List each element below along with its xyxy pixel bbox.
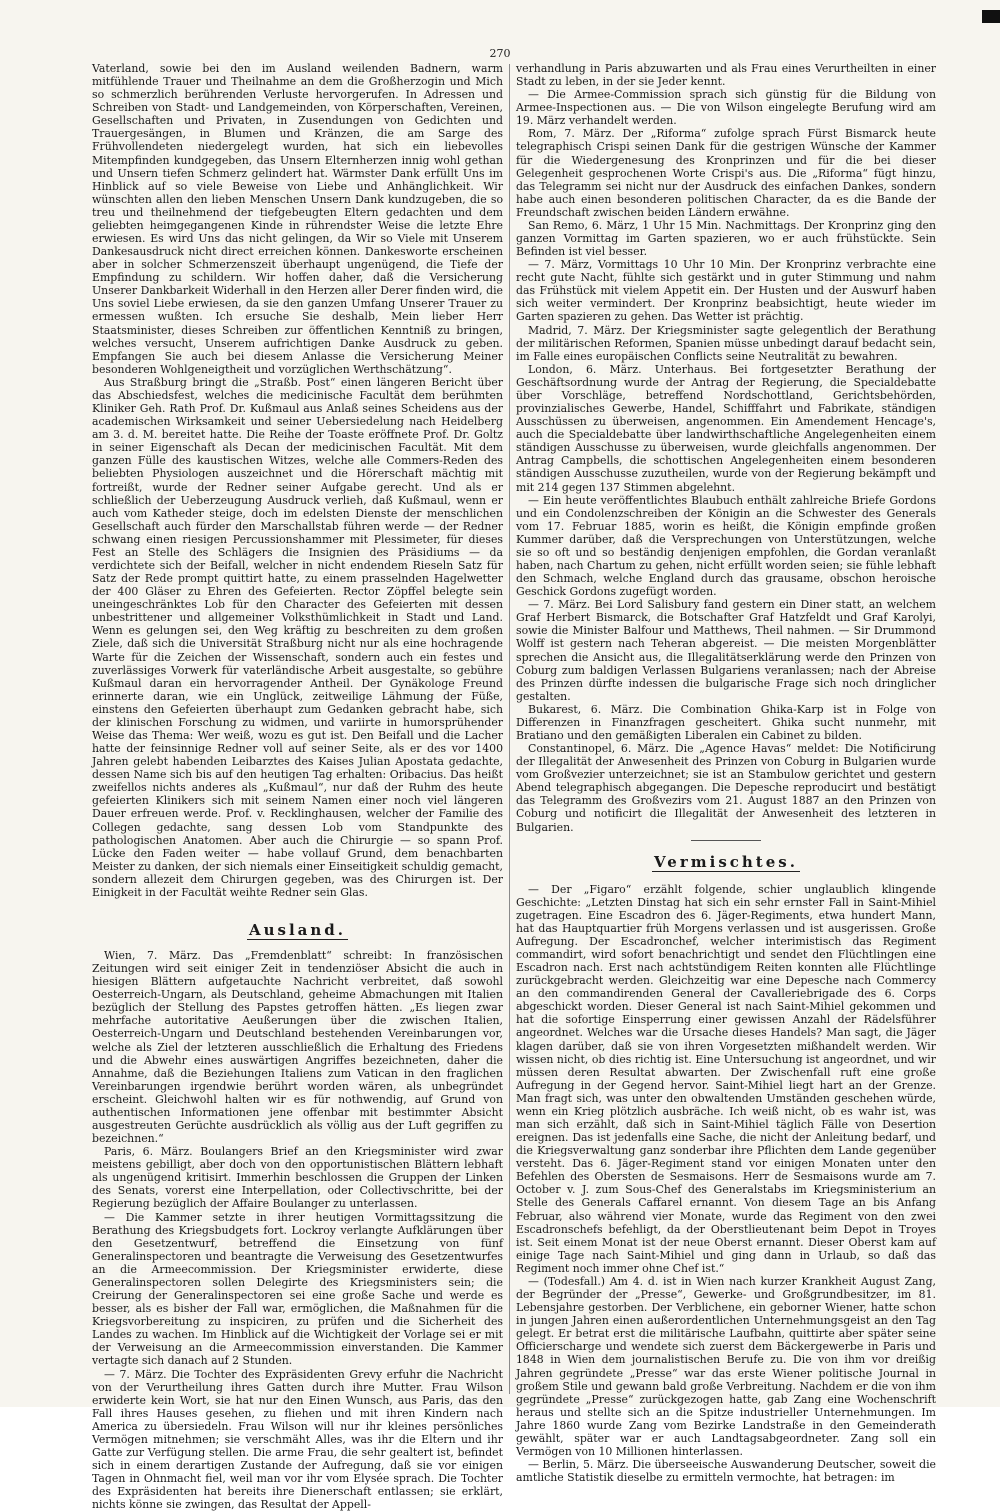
article-paragraph: San Remo, 6. März, 1 Uhr 15 Min. Nachmittags. Der Kronprinz ging den ganzen Vormittag im Garten spazieren, wo er auch frühstückte. Sein Befinden ist viel besser. — [516, 219, 936, 258]
article-paragraph: Paris, 6. März. Boulangers Brief an den Kriegsminister wird zwar meistens gebilligt, aber doch von den opportunistischen Blättern lebhaft als ungenügend kritisirt. Immerhin beschlossen die Gruppen der Linken des Senats, vorerst eine Interpellation, oder Collectivschritte, bei der Regierung bezüglich der Affaire Boulanger zu unterlassen. — [92, 1145, 503, 1210]
section-heading-vermischtes — [516, 853, 936, 871]
article-paragraph: — Berlin, 5. März. Die überseeische Auswanderung Deutscher, soweit die amtliche Statistik dieselbe zu ermitteln vermochte, hat betragen: im — [516, 1458, 936, 1484]
column-divider — [509, 64, 510, 1394]
left-column — [92, 62, 503, 1397]
heading-rule — [691, 840, 761, 841]
corner-registration-mark — [982, 10, 1000, 23]
article-paragraph: — Die Armee-Commission sprach sich günstig für die Bildung von Armee-Inspectionen aus. — Die von Wilson eingelegte Berufung wird am 19. März verhandelt werden. — [516, 88, 936, 127]
article-paragraph: Wien, 7. März. Das „Fremdenblatt“ schreibt: In französischen Zeitungen wird seit einiger Zeit in tendenziöser Absicht die auch in hiesigen Blättern aufgetauchte Nachricht verbreitet, daß sowohl Oesterreich-Ungarn, als Deutschland, geheime Abmachungen mit Italien bezüglich der Stellung des Papstes getroffen hätten. „Es liegen zwar mehrfache autoritative Aeußerungen über die zwischen Italien, Oesterreich-Ungarn und Deutschland bestehenden Vereinbarungen vor, welche als Ziel der letzteren ausschließlich die Erhaltung des Friedens und die Abwehr eines auswärtigen Angriffes bezeichneten, daher die Annahme, daß die Beziehungen Italiens zum Vatican in den fraglichen Vereinbarungen irgendwie berührt worden wären, als unbegründet erscheint. Gleichwohl halten wir es für nothwendig, auf Grund von authentischen Informationen jene offenbar mit bestimmter Absicht ausgestreuten Gerüchte ausdrücklich als völlig aus der Luft gegriffen zu bezeichnen.“ — [92, 949, 503, 1145]
article-paragraph: London, 6. März. Unterhaus. Bei fortgesetzter Berathung der Geschäftsordnung wurde der Antrag der Regierung, die Specialdebatte über Vorschläge, betreffend Nordschottland, Gerichtsbehörden, provinzialisches Gewerbe, Handel, Schifffahrt und Fabrikate, ständigen Ausschüssen zu überweisen, angenommen. Ein Amendement Hencage's, auch die Specialdebatte über landwirthschaftliche Angelegenheiten einem ständigen Ausschusse zu überweisen, wurde gleichfalls angenommen. Der Antrag Campbells, die schottischen Angelegenheiten einem besonderen ständigen Ausschusse zuzutheilen, wurde von der Regierung bekämpft und mit 214 gegen 137 Stimmen abgelehnt. — [516, 363, 936, 494]
article-paragraph: Constantinopel, 6. März. Die „Agence Havas“ meldet: Die Notificirung der Illegalität der Anwesenheit des Prinzen von Coburg in Bulgarien wurde vom Großvezier unterzeichnet; sie ist an Stambulow gerichtet und gestern Abend telegraphisch abgegangen. Die Depesche reproducirt und bestätigt das Telegramm des Großvezirs vom 21. August 1887 an den Prinzen von Coburg und notificirt die Illegalität der Anwesenheit des letzteren in Bulgarien. — [516, 742, 936, 834]
article-paragraph: — Die Kammer setzte in ihrer heutigen Vormittagssitzung die Berathung des Kriegsbudgets fort. Lockroy verlangte Aufklärungen über den Gesetzentwurf, betreffend die Einsetzung von fünf Generalinspectoren und beantragte die Verweisung des Gesetzentwurfes an die Armeecommission. Der Kriegsminister erwiderte, diese Generalinspectoren sollen Delegirte des Kriegsministers sein; die Creirung der Generalinspectoren sei eine große Sache und werde es besser, als es bisher der Fall war, ermöglichen, die Maßnahmen für die Kriegsvorbereitung zu inspiciren, zu prüfen und die Sicherheit des Landes zu wachen. Im Hinblick auf die Wichtigkeit der Vorlage sei er mit der Verweisung an die Armeecommission einverstanden. Die Kammer vertagte sich danach auf 2 Stunden. — [92, 1211, 503, 1368]
page-number: 270 — [0, 47, 1000, 60]
article-paragraph: — (Todesfall.) Am 4. d. ist in Wien nach kurzer Krankheit August Zang, der Begründer der „Presse“, Gewerke- und Großgrundbesitzer, im 81. Lebensjahre gestorben. Der Verblichene, ein geborner Wiener, hatte schon in jungen Jahren einen außerordentlichen Unternehmungsgeist an den Tag gelegt. Er betrat erst die militärische Laufbahn, quittirte aber später seine Officierscharge und wendete sich zuerst dem Bäckergewerbe in Paris und 1848 in Wien dem journalistischen Berufe zu. Die von ihm vor dreißig Jahren gegründete „Presse“ war das erste Wiener politische Journal in großem Stile und gewann bald große Verbreitung. Nachdem er die von ihm gegründete „Presse“ zurückgezogen hatte, gab Zang eine Wochenschrift heraus und stellte sich an die Spitze industrieller Unternehmungen. Im Jahre 1860 wurde Zang vom Bezirke Landstraße in den Gemeinderath gewählt, später war er auch Landtagsabgeordneter. Zang soll ein Vermögen von 10 Millionen hinterlassen. — [516, 1275, 936, 1458]
article-paragraph: verhandlung in Paris abzuwarten und als Frau eines Verurtheilten in einer Stadt zu leben, in der sie Jeder kennt. — [516, 62, 936, 88]
article-paragraph: — 7. März. Die Tochter des Expräsidenten Grevy erfuhr die Nachricht von der Verurtheilung ihres Gatten durch ihre Mutter. Frau Wilson erwiderte kein Wort, sie hat nur den Einen Wunsch, aus Paris, das den Fall ihres Hauses gesehen, zu fliehen und mit ihren Kindern nach America zu übersiedeln. Frau Wilson will nur ihr kleines persönliches Vermögen mitnehmen; sie verschmäht Alles, was ihr die Eltern und ihr Gatte zur Verfügung stellen. Die arme Frau, die sehr gealtert ist, befindet sich in einem derartigen Zustande der Aufregung, daß sie vor einigen Tagen in Ohnmacht fiel, weil man vor ihr vom Elysée sprach. Die Tochter des Expräsidenten hat bereits ihre Dienerschaft entlassen; sie erklärt, nichts könne sie zwingen, das Resultat der Appell- — [92, 1368, 503, 1511]
article-paragraph: — 7. März, Vormittags 10 Uhr 10 Min. Der Kronprinz verbrachte eine recht gute Nacht, fühlte sich gestärkt und in guter Stimmung und nahm das Frühstück mit vielem Appetit ein. Der Husten und der Auswurf haben sich weiter vermindert. Der Kronprinz beabsichtigt, heute wieder im Garten spazieren zu gehen. Das Wetter ist prächtig. — [516, 258, 936, 323]
section-heading-text: Vermischtes. — [652, 853, 800, 872]
article-paragraph: Aus Straßburg bringt die „Straßb. Post“ einen längeren Bericht über das Abschiedsfest, welches die medicinische Facultät dem berühmten Kliniker Geh. Rath Prof. Dr. Kußmaul aus Anlaß seines Scheidens aus der academischen Wirksamkeit und seiner Uebersiedelung nach Heidelberg am 3. d. M. bereitet hatte. Die Reihe der Toaste eröffnete Prof. Dr. Goltz in seiner Eigenschaft als Decan der medicinischen Facultät. Mit dem ganzen Fülle des kaustischen Witzes, welche alle Commers-Reden des beliebten Physiologen auszeichnet und die Hörerschaft mächtig mit fortreißt, wurde der Redner seiner Aufgabe gerecht. Und als er schließlich der Ueberzeugung Ausdruck verlieh, daß Kußmaul, wenn er auch vom Katheder steige, doch im edelsten Dienste der menschlichen Gesellschaft auch fürder den Marschallstab führen werde — der Redner schwang einen riesigen Percussionshammer mit Plessimeter, für dieses Fest an Stelle des Schlägers die Insignien des Präsidiums — da verdichtete sich der Beifall, welcher in nicht endendem Rieseln Satz für Satz der Rede prompt quittirt hatte, zu einem prasselnden Hagelwetter der 400 Gläser zu Ehren des Gefeierten. Rector Zöpffel belegte sein uneingeschränktes Lob für den Character des Gefeierten mit dessen unbestrittener und allgemeiner Volksthümlichkeit in Stadt und Land. Wenn es gelungen sei, den Weg kräftig zu beschreiten zu dem großen Ziele, daß sich die Universität Straßburg nicht nur als eine hochragende Warte für die Zeichen der Wissenschaft, sondern auch ein festes und zuverlässiges Vorwerk für vaterländische Arbeit ausgestalte, so gebühre Kußmaul daran ein hervorragender Antheil. Der Gynäkologe Freund erinnerte daran, wie ein Unglück, zeitweilige Lähmung der Füße, einstens den Gefeierten überhaupt zum Gedanken gebracht habe, sich der klinischen Forschung zu widmen, und variirte in humorsprühender Weise das Thema: Wer weiß, wozu es gut ist. Den Beifall und die Lacher hatte der feinsinnige Redner voll auf seiner Seite, als er des vor 1400 Jahren gelebt habenden Leibarztes des Kaises Julian Apostata gedachte, dessen Name sich bis auf den heutigen Tag erhalten: Oribacius. Das heißt zweifellos nichts anderes als „Kußmaul“, nur daß der Ruhm des heute gefeierten Klinikers sich mit seinem Namen einer noch viel längeren Dauer erfreuen werde. Prof. v. Recklinghausen, welcher der Familie des Collegen gedachte, sang dessen Lob vom Standpunkte des pathologischen Anatomen. Aber auch die Chirurgie — so spann Prof. Lücke den Faden weiter — habe vollauf Grund, dem benachbarten Meister zu danken, der sich niemals einer Einseitigkeit schuldig gemacht, sondern allezeit dem Chirurgen gegeben, was des Chirurgen ist. Der Einigkeit in der Facultät weihte Redner sein Glas. — [92, 376, 503, 899]
article-paragraph: — Ein heute veröffentlichtes Blaubuch enthält zahlreiche Briefe Gordons und ein Condolenzschreiben der Königin an die Schwester des Generals vom 17. Februar 1885, worin es heißt, die Königin empfinde großen Kummer darüber, daß die Versprechungen von Unterstützungen, welche sie so oft und so beständig denjenigen empfohlen, die Gordan veranlaßt haben, nach Chartum zu gehen, nicht erfüllt worden seien; sie fühle lebhaft den Schmach, welche England durch das grausame, obschon heroische Geschick Gordons zugefügt worden. — [516, 494, 936, 599]
article-paragraph: Madrid, 7. März. Der Kriegsminister sagte gelegentlich der Berathung der militärischen Reformen, Spanien müsse unbedingt darauf bedacht sein, im Falle eines europäischen Conflicts seine Neutralität zu bewahren. — [516, 324, 936, 363]
article-paragraph: Rom, 7. März. Der „Riforma“ zufolge sprach Fürst Bismarck heute telegraphisch Crispi seinen Dank für die gestrigen Wünsche der Kammer für die Wiedergenesung des Kronprinzen und für die bei dieser Gelegenheit gesprochenen Worte Crispi's aus. Die „Riforma“ fügt hinzu, das Telegramm sei nicht nur der Ausdruck des einfachen Dankes, sondern habe auch einen besonderen politischen Character, da es die Bande der Freundschaft zwischen beiden Ländern erwähne. — [516, 127, 936, 219]
article-paragraph: — Der „Figaro“ erzählt folgende, schier unglaublich klingende Geschichte: „Letzten Dinstag hat sich ein sehr ernster Fall in Saint-Mihiel zugetragen. Eine Escadron des 6. Jäger-Regiments, etwa hundert Mann, hat das Hauptquartier früh Morgens verlassen und ist ausgerissen. Große Aufregung. Der Escadronchef, welcher interimistisch das Regiment commandirt, wird sofort benachrichtigt und sendet den Flüchtlingen eine Escadron nach. Erst nach achtstündigem Reiten konnten alle Flüchtlinge zurückgebracht werden. Gleichzeitig war eine Depesche nach Commercy an den commandirenden General der Cavalleriebrigade des 6. Corps abgeschickt worden. Dieser General ist nach Saint-Mihiel gekommen und hat die sofortige Einsperrung einer gewissen Anzahl der Rädelsführer angeordnet. Welches war die Ursache dieses Handels? Man sagt, die Jäger klagen darüber, daß sie von ihren Vorgesetzten mißhandelt werden. Wir wissen nicht, ob dies richtig ist. Eine Untersuchung ist angeordnet, und wir müssen deren Resultat abwarten. Der Zwischenfall ruft eine große Aufregung in der Gegend hervor. Saint-Mihiel liegt hart an der Grenze. Man fragt sich, was unter den obwaltenden Umständen geschehen würde, wenn ein Krieg plötzlich ausbräche. Ich weiß nicht, ob es wahr ist, was man sich erzählt, daß sich in Saint-Mihiel täglich Fälle von Desertion ereignen. Das ist jedenfalls eine Sache, die nicht der Anleitung bedarf, und die Kriegsverwaltung ganz sonderbar ihre Pflichten dem Lande gegenüber versteht. Das 6. Jäger-Regiment stand vor einigen Monaten unter den Befehlen des Obersten de Sesmaisons. Herr de Sesmaisons wurde am 7. October v. J. zum Sous-Chef des Generalstabs im Kriegsministerium an Stelle des Generals Caffarel ernannt. Von diesem Tage an bis Anfang Februar, also während vier Monate, wurde das Regiment von den zwei Escadronschefs befehligt, da der Oberstlieutenant beim Depot in Troyes ist. Seit einem Monat ist der neue Oberst ernannt. Dieser Oberst kam auf einige Tage nach Saint-Mihiel und ging dann in Urlaub, so daß das Regiment noch immer ohne Chef ist.“ — [516, 883, 936, 1275]
article-paragraph: Bukarest, 6. März. Die Combination Ghika-Karp ist in Folge von Differenzen in Finanzfragen gescheitert. Ghika sucht nunmehr, mit Bratiano und den gemäßigten Liberalen ein Cabinet zu bilden. — [516, 703, 936, 742]
section-heading-text: Ausland. — [247, 921, 348, 940]
article-paragraph: Vaterland, sowie bei den im Ausland weilenden Badnern, warm mitfühlende Trauer und Theilnahme an dem die Großherzogin und Mich so schmerzlich berührenden Verluste hervorgerufen. In Adressen und Schreiben von Stadt- und Landgemeinden, von Körperschaften, Vereinen, Gesellschaften und Privaten, in Zusendungen von Gedichten und Trauergesängen, in Blumen und Kränzen, die am Sarge des Frühvollendeten niedergelegt wurden, hat sich ein liebevolles Mitempfinden kundgegeben, das Unsern Elternherzen innig wohl gethan und Unsern tiefen Schmerz gelindert hat. Wärmster Dank erfüllt Uns im Hinblick auf so viele Beweise von Liebe und Anhänglichkeit. Wir wünschten allen den lieben Menschen Unsern Dank kundzugeben, die so treu und theilnehmend der tiefgebeugten Eltern gedachten und dem geliebten heimgegangenen Kinde in rührendster Weise die letzte Ehre erwiesen. Es wird Uns das nicht gelingen, da Wir so Viele mit Unserem Dankesausdruck nicht direct erreichen können. Dankesworte erscheinen aber in solcher Schmerzenszeit überhaupt ungenügend, die Tiefe der Empfindung zu schildern. Wir hoffen daher, daß die Versicherung Unserer Dankbarkeit Widerhall in den Herzen aller Derer finden wird, die Uns soviel Liebe erwiesen, da sie den ganzen Umfang Unserer Trauer zu ermessen wußten. Ich ersuche Sie deshalb, Mein lieber Herr Staatsminister, dieses Schreiben zur öffentlichen Kenntniß zu bringen, welches versucht, Unserem aufrichtigen Danke Ausdruck zu geben. Empfangen Sie auch bei diesem Anlasse die Versicherung Meiner besonderen Wohlgeneigtheit und vorzüglichen Werthschätzung“. — [92, 62, 503, 376]
section-heading-ausland — [92, 921, 503, 939]
article-paragraph: — 7. März. Bei Lord Salisbury fand gestern ein Diner statt, an welchem Graf Herbert Bismarck, die Botschafter Graf Hatzfeldt und Graf Karolyi, sowie die Minister Balfour und Matthews, Theil nahmen. — Sir Drummond Wolff ist gestern nach Teheran abgereist. — Die meisten Morgenblätter sprechen die Ansicht aus, die Illegalitätserklärung werde den Prinzen von Coburg zum baldigen Verlassen Bulgariens veranlassen; nach der Abreise des Prinzen dürfte indessen die bulgarische Frage sich noch dringlicher gestalten. — [516, 598, 936, 703]
right-column — [516, 62, 936, 1397]
